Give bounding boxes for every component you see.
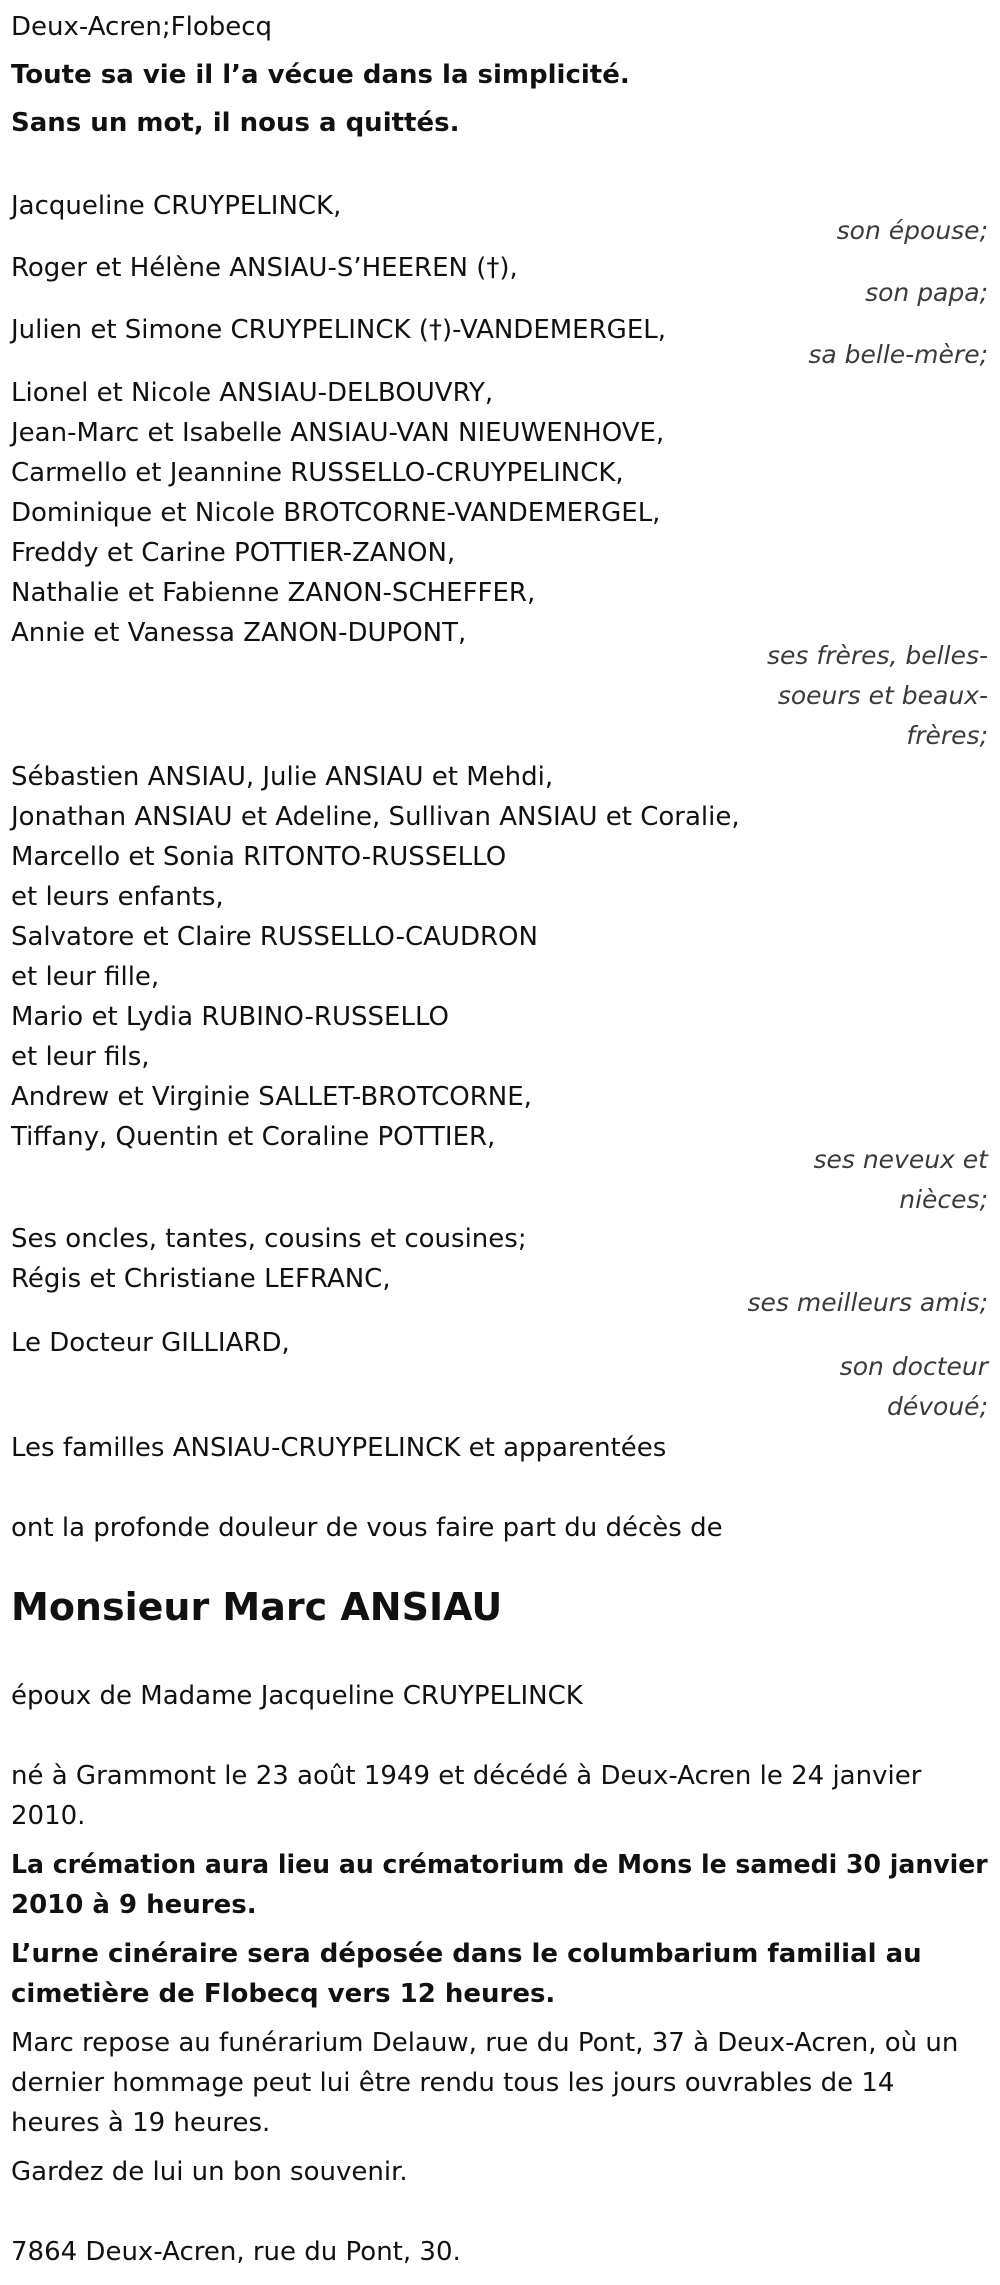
friends-line: Régis et Christiane LEFRANC, xyxy=(11,1264,391,1294)
quote-line-1: Toute sa vie il l’a vécue dans la simplicité. xyxy=(11,60,630,90)
deceased-name: Monsieur Marc ANSIAU xyxy=(11,1585,503,1629)
sibling-line: Nathalie et Fabienne ZANON-SCHEFFER, xyxy=(11,578,536,608)
urn-line: L’urne cinéraire sera déposée dans le columbarium familial au xyxy=(11,1939,922,1969)
father-role: son papa; xyxy=(865,278,988,307)
sibling-line: Dominique et Nicole BROTCORNE-VANDEMERGEL, xyxy=(11,498,661,528)
mother-in-law-name: Julien et Simone CRUYPELINCK (†)-VANDEMERGEL, xyxy=(11,315,667,345)
nephew-line: Mario et Lydia RUBINO-RUSSELLO xyxy=(11,1002,449,1032)
nephew-line: et leur fille, xyxy=(11,962,160,992)
nephew-line: Jonathan ANSIAU et Adeline, Sullivan ANSIAU et Coralie, xyxy=(11,802,740,832)
families-line: Les familles ANSIAU-CRUYPELINCK et apparentées xyxy=(11,1433,667,1463)
sibling-line: Annie et Vanessa ZANON-DUPONT, xyxy=(11,618,467,648)
nephew-line: Marcello et Sonia RITONTO-RUSSELLO xyxy=(11,842,507,872)
rest-line: Marc repose au funérarium Delauw, rue du Pont, 37 à Deux-Acren, où un xyxy=(11,2028,959,2058)
nephew-line: Salvatore et Claire RUSSELLO-CAUDRON xyxy=(11,922,538,952)
nephew-line: Sébastien ANSIAU, Julie ANSIAU et Mehdi, xyxy=(11,762,554,792)
siblings-role-line: ses frères, belles- xyxy=(767,641,988,670)
siblings-role-line: frères; xyxy=(906,721,988,750)
nephew-line: et leur fils, xyxy=(11,1042,150,1072)
doctor-line: Le Docteur GILLIARD, xyxy=(11,1328,290,1358)
sibling-line: Freddy et Carine POTTIER-ZANON, xyxy=(11,538,456,568)
birth-death-line: 2010. xyxy=(11,1801,86,1831)
nephew-line: Tiffany, Quentin et Coraline POTTIER, xyxy=(11,1122,496,1152)
spouse-name: Jacqueline CRUYPELINCK, xyxy=(11,191,342,221)
rest-line: heures à 19 heures. xyxy=(11,2108,271,2138)
spouse-role: son épouse; xyxy=(836,216,988,245)
siblings-role-line: soeurs et beaux- xyxy=(777,681,988,710)
nephew-line: et leurs enfants, xyxy=(11,882,224,912)
mother-in-law-role: sa belle-mère; xyxy=(808,340,988,369)
rest-line: dernier hommage peut lui être rendu tous les jours ouvrables de 14 xyxy=(11,2068,895,2098)
cremation-line: 2010 à 9 heures. xyxy=(11,1890,257,1920)
birth-death-line: né à Grammont le 23 août 1949 et décédé à Deux-Acren le 24 janvier xyxy=(11,1761,922,1791)
friends-role: ses meilleurs amis; xyxy=(747,1288,988,1317)
address-line: 7864 Deux-Acren, rue du Pont, 30. xyxy=(11,2237,461,2267)
cremation-line: La crémation aura lieu au crématorium de Mons le samedi 30 janvier xyxy=(11,1850,988,1880)
sibling-line: Jean-Marc et Isabelle ANSIAU-VAN NIEUWENHOVE, xyxy=(11,418,665,448)
doctor-role-line: son docteur xyxy=(839,1352,988,1381)
nephews-role-line: ses neveux et xyxy=(813,1145,988,1174)
remember-line: Gardez de lui un bon souvenir. xyxy=(11,2157,408,2187)
announcement-intro: ont la profonde douleur de vous faire part du décès de xyxy=(11,1513,723,1543)
father-name: Roger et Hélène ANSIAU-S’HEEREN (†), xyxy=(11,253,518,283)
nephew-line: Andrew et Virginie SALLET-BROTCORNE, xyxy=(11,1082,532,1112)
sibling-line: Lionel et Nicole ANSIAU-DELBOUVRY, xyxy=(11,378,494,408)
sibling-line: Carmello et Jeannine RUSSELLO-CRUYPELINCK, xyxy=(11,458,624,488)
nephews-role-line: nièces; xyxy=(899,1185,988,1214)
doctor-role-line: dévoué; xyxy=(887,1392,988,1421)
quote-line-2: Sans un mot, il nous a quittés. xyxy=(11,108,460,138)
location-line: Deux-Acren;Flobecq xyxy=(11,12,273,42)
urn-line: cimetière de Flobecq vers 12 heures. xyxy=(11,1979,556,2009)
relatives-line: Ses oncles, tantes, cousins et cousines; xyxy=(11,1224,527,1254)
spouse-of-line: époux de Madame Jacqueline CRUYPELINCK xyxy=(11,1681,583,1711)
